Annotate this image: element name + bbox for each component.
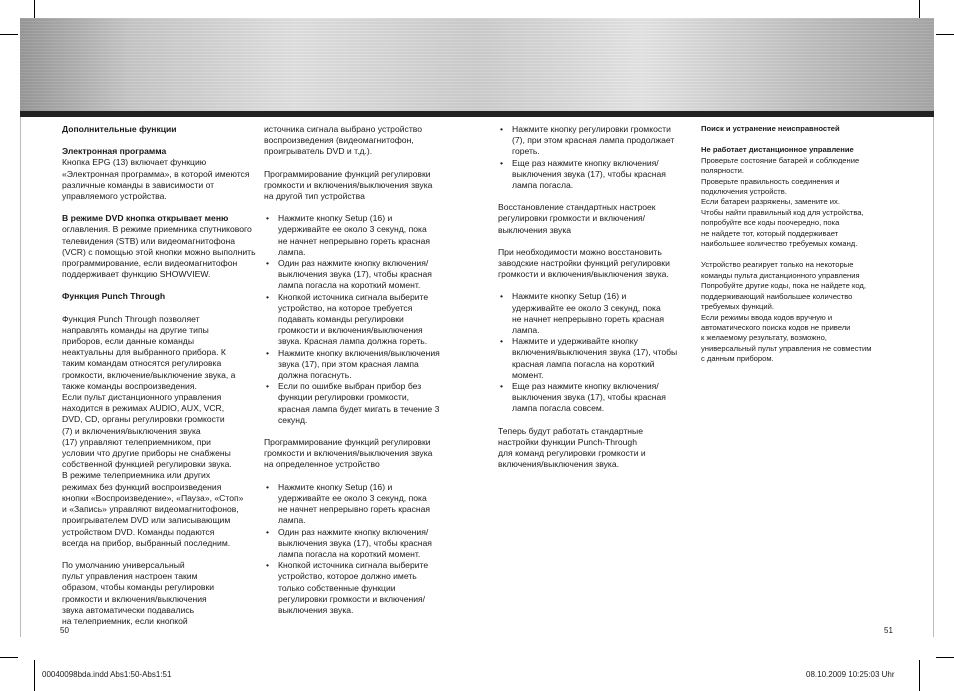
list-item-line: удерживайте ее около 3 секунд, пока <box>278 492 427 503</box>
punch-line: также команды воспроизведения. <box>62 380 197 391</box>
troubleshoot-line: Попробуйте другие коды, пока не найдете код, <box>701 281 866 291</box>
punch-line: Функция Punch Through позволяет <box>62 313 200 324</box>
list-item-line: должна погаснуть. <box>278 370 352 381</box>
punch-line: находится в режимах AUDIO, AUX, VCR, <box>62 403 225 414</box>
punch-line: направлять команды на другие типы <box>62 324 209 335</box>
list-item-line: • Нажмите кнопку Setup (16) и <box>278 481 393 492</box>
list-item-line: включения/выключения звука (17), чтобы <box>512 347 678 358</box>
default-line: пульт управления настроен таким <box>62 571 198 582</box>
final-line: Теперь будут работать стандартные <box>498 425 643 436</box>
footer-timestamp: 08.10.2009 10:25:03 Uhr <box>806 670 895 679</box>
crop-mark <box>919 660 920 691</box>
dvd-title: В режиме DVD кнопка открывает меню <box>62 213 229 224</box>
list-item-line: секунд. <box>278 414 308 425</box>
punch-line: громкости, включение/выключение звука, а <box>62 369 236 380</box>
troubleshoot-line: автоматического поиска кодов не привели <box>701 322 851 332</box>
punch-line: Если пульт дистанционного управления <box>62 392 222 403</box>
page-number-right: 51 <box>884 626 893 635</box>
troubleshoot-line: требуемых функций. <box>701 302 774 312</box>
list-item-line: момент. <box>512 369 544 380</box>
list-item-line: • Кнопкой источника сигнала выберите <box>278 291 429 302</box>
punch-line: условии что другие приборы не снабжены <box>62 448 231 459</box>
list-item-line: лампа. <box>278 246 306 257</box>
troubleshoot-line: поддерживающий наибольшее количество <box>701 291 853 301</box>
column-1 <box>62 124 257 627</box>
crop-mark <box>34 0 35 18</box>
section-heading: Дополнительные функции <box>62 124 177 134</box>
crop-mark <box>34 660 35 691</box>
troubleshoot-line: наибольшее количество требуемых команд. <box>701 239 858 249</box>
list-item-line: звука. Красная лампа должна гореть. <box>278 336 428 347</box>
list-item-line: • Нажмите кнопку регулировки громкости <box>512 124 671 134</box>
list-item <box>264 348 464 382</box>
punch-line: проигрывателем DVD или записывающим <box>62 515 231 526</box>
troubleshoot-line: Проверьте правильность соединения и <box>701 176 840 186</box>
troubleshoot-line: Чтобы найти правильный код для устройства, <box>701 207 864 217</box>
list-item-line: • Кнопкой источника сигнала выберите <box>278 560 429 571</box>
column-2 <box>264 124 464 616</box>
punch-line: В режиме телеприемника или других <box>62 470 211 481</box>
list-item-line: устройство, которое должно иметь <box>278 571 417 582</box>
list-item-line: • Если по ошибке выбран прибор без <box>278 381 422 392</box>
list-item-line: • Один раз нажмите кнопку включения/ <box>278 526 429 537</box>
prog2-line: громкости и включения/выключения звука <box>264 448 433 459</box>
list-item-line: регулировки громкости и включения/ <box>278 593 426 604</box>
dvd-line: (VCR) с помощью этой кнопки можно выполнить <box>62 246 256 257</box>
troubleshoot-line: подключения устройств. <box>701 187 787 197</box>
list-item <box>498 291 698 336</box>
list-item-line: лампа погасла совсем. <box>512 403 605 414</box>
troubleshoot-line: универсальный пульт управления не совместим <box>701 343 872 353</box>
dvd-line: программирование, если видеомагнитофон <box>62 258 238 269</box>
column-3 <box>498 124 698 470</box>
list-item <box>264 560 464 616</box>
list-item <box>498 158 698 192</box>
list-item <box>264 381 464 426</box>
list-item-line: только собственные функции <box>278 582 396 593</box>
epg-line: Кнопка EPG (13) включает функцию <box>62 157 207 168</box>
default-line: на телеприемник, если кнопкой <box>62 615 188 626</box>
final-line: включения/выключения звука. <box>498 459 619 470</box>
crop-mark <box>936 657 954 658</box>
punch-line: собственной функцией регулировки звука. <box>62 459 232 470</box>
crop-mark <box>936 34 954 35</box>
list-item-line: (7), при этом красная лампа продолжает <box>512 135 675 146</box>
default-line: громкости и включения/выключения <box>62 593 207 604</box>
list-item-line: лампа погасла. <box>512 180 574 191</box>
prog2-line: на определенное устройство <box>264 459 380 470</box>
punch-line: всегда на прибор, выбранный последним. <box>62 537 231 548</box>
epg-line: «Электронная программа», в которой имеются <box>62 168 250 179</box>
list-item <box>264 258 464 292</box>
list-item-line: функции регулировки громкости, <box>278 392 410 403</box>
troubleshoot-line: Устройство реагирует только на некоторые <box>701 260 854 270</box>
list-item-line: не начнет непрерывно гореть красная <box>512 313 665 324</box>
dvd-line: поддерживает функцию SHOWVIEW. <box>62 269 211 280</box>
troubleshoot-line: Если батареи разряжены, замените их. <box>701 197 840 207</box>
list-item <box>264 292 464 348</box>
final-line: настройки функции Punch-Through <box>498 436 637 447</box>
list-item-line: лампа погасла на короткий момент. <box>278 548 421 559</box>
prog1-line: на другой тип устройства <box>264 191 365 202</box>
header-banner <box>20 18 934 115</box>
epg-line: управляемого устройства. <box>62 191 167 202</box>
punch-line: неактуальны для выбранного прибора. К <box>62 347 226 358</box>
list-item-line: устройство, на которое требуется <box>278 302 413 313</box>
list-item-line: красная лампа погасла на короткий <box>512 358 655 369</box>
list-item-line: удерживайте ее около 3 секунд, пока <box>278 224 427 235</box>
dvd-line: телевидения (STB) или видеомагнитофона <box>62 235 236 246</box>
crop-mark <box>0 657 18 658</box>
list-item-line: красная лампа будет мигать в течение 3 <box>278 403 440 414</box>
restore-line: выключения звука <box>498 224 572 235</box>
default-line: образом, чтобы команды регулировки <box>62 582 215 593</box>
restore-line: регулировки громкости и включения/ <box>498 213 646 224</box>
need-line: При необходимости можно восстановить <box>498 246 662 257</box>
list-item-line: • Еще раз нажмите кнопку включения/ <box>512 381 659 392</box>
list-item-line: • Нажмите кнопку включения/выключения <box>278 347 440 358</box>
epg-title: Электронная программа <box>62 146 167 157</box>
troubleshoot-line: не найдете тот, который поддерживает <box>701 228 839 238</box>
need-line: громкости и включения/выключения звука. <box>498 269 669 280</box>
list-item-line: удерживайте ее около 3 секунд, пока <box>512 302 661 313</box>
punch-line: устройством DVD. Команды подаются <box>62 526 215 537</box>
troubleshoot-line: Если режимы ввода кодов вручную и <box>701 312 833 322</box>
list-item-line: • Нажмите и удерживайте кнопку <box>512 336 638 347</box>
punch-line: (7) и включения/выключения звука <box>62 425 201 436</box>
default-line: звука автоматически подавались <box>62 604 195 615</box>
intro-line: воспроизведения (видеомагнитофон, <box>264 135 414 146</box>
list-item-line: выключения звука (17), чтобы красная <box>512 392 666 403</box>
list-item-line: лампа. <box>278 515 306 526</box>
list-item-line: лампа. <box>512 325 540 336</box>
intro-line: проигрыватель DVD и т.д.). <box>264 146 373 157</box>
list-item-line: громкости и включения/выключения <box>278 325 423 336</box>
final-line: для команд регулировки громкости и <box>498 448 646 459</box>
list-item-line: выключения звука (17), чтобы красная <box>512 168 666 179</box>
footer-file-info: 00040098bda.indd Abs1:50-Abs1:51 <box>42 670 172 679</box>
default-line: По умолчанию универсальный <box>62 559 185 570</box>
epg-line: различные команды в зависимости от <box>62 179 215 190</box>
list-item-line: не начнет непрерывно гореть красная <box>278 235 431 246</box>
punch-line: кнопки «Воспроизведение», «Пауза», «Стоп» <box>62 492 244 503</box>
list-item-line: лампа погасла на короткий момент. <box>278 280 421 291</box>
crop-mark <box>0 34 18 35</box>
prog1-line: громкости и включения/выключения звука <box>264 179 433 190</box>
troubleshoot-line: Проверьте состояние батарей и соблюдение <box>701 155 860 165</box>
column-4 <box>701 124 901 365</box>
crop-mark <box>919 0 920 18</box>
list-item-line: гореть. <box>512 146 540 157</box>
punch-line: и «Запись» управляют видеомагнитофонов, <box>62 504 239 515</box>
list-item <box>264 213 464 258</box>
list-item-line: • Еще раз нажмите кнопку включения/ <box>512 157 659 168</box>
list-item <box>264 527 464 561</box>
list-item <box>498 381 698 415</box>
punch-line: (17) управляют телеприемником, при <box>62 436 211 447</box>
troubleshoot-subheading: Не работает дистанционное управление <box>701 145 854 155</box>
troubleshoot-line: попробуйте все коды поочередно, пока <box>701 218 840 228</box>
list-item-line: выключения звука. <box>278 604 354 615</box>
list-item-line: не начнет непрерывно гореть красная <box>278 504 431 515</box>
punch-line: приборов, если данные команды <box>62 336 195 347</box>
list-item-line: выключения звука (17), чтобы красная <box>278 269 432 280</box>
punch-line: таким командам относятся регулировка <box>62 358 222 369</box>
intro-line: источника сигнала выбрано устройство <box>264 124 423 134</box>
troubleshoot-line: полярности. <box>701 166 744 176</box>
list-item-line: • Один раз нажмите кнопку включения/ <box>278 258 429 269</box>
list-item-line: выключения звука (17), чтобы красная <box>278 537 432 548</box>
punch-line: DVD, CD, органы регулировки громкости <box>62 414 225 425</box>
troubleshoot-line: к желаемому результату, возможно, <box>701 333 827 343</box>
header-rule <box>20 111 934 117</box>
list-item-line: • Нажмите кнопку Setup (16) и <box>512 291 627 302</box>
punch-title: Функция Punch Through <box>62 291 166 302</box>
punch-line: режимах без функций воспроизведения <box>62 481 222 492</box>
list-item <box>498 124 698 158</box>
prog1-line: Программирование функций регулировки <box>264 168 431 179</box>
dvd-line: оглавления. В режиме приемника спутникового <box>62 224 252 235</box>
list-item-line: звука (17), при этом красная лампа <box>278 358 419 369</box>
page-border-left <box>20 117 21 637</box>
page-number-left: 50 <box>60 626 69 635</box>
troubleshoot-line: команды пульта дистанционного управления <box>701 270 860 280</box>
list-item <box>264 482 464 527</box>
list-item-line: • Нажмите кнопку Setup (16) и <box>278 213 393 224</box>
list-item-line: подавать команды регулировки <box>278 314 404 325</box>
troubleshoot-line: с данным прибором. <box>701 354 774 364</box>
need-line: заводские настройки функций регулировки <box>498 258 670 269</box>
page-border-right <box>933 117 934 637</box>
restore-line: Восстановление стандартных настроек <box>498 202 656 213</box>
list-item <box>498 336 698 381</box>
troubleshoot-heading: Поиск и устранение неисправностей <box>701 124 840 133</box>
prog2-line: Программирование функций регулировки <box>264 437 431 448</box>
